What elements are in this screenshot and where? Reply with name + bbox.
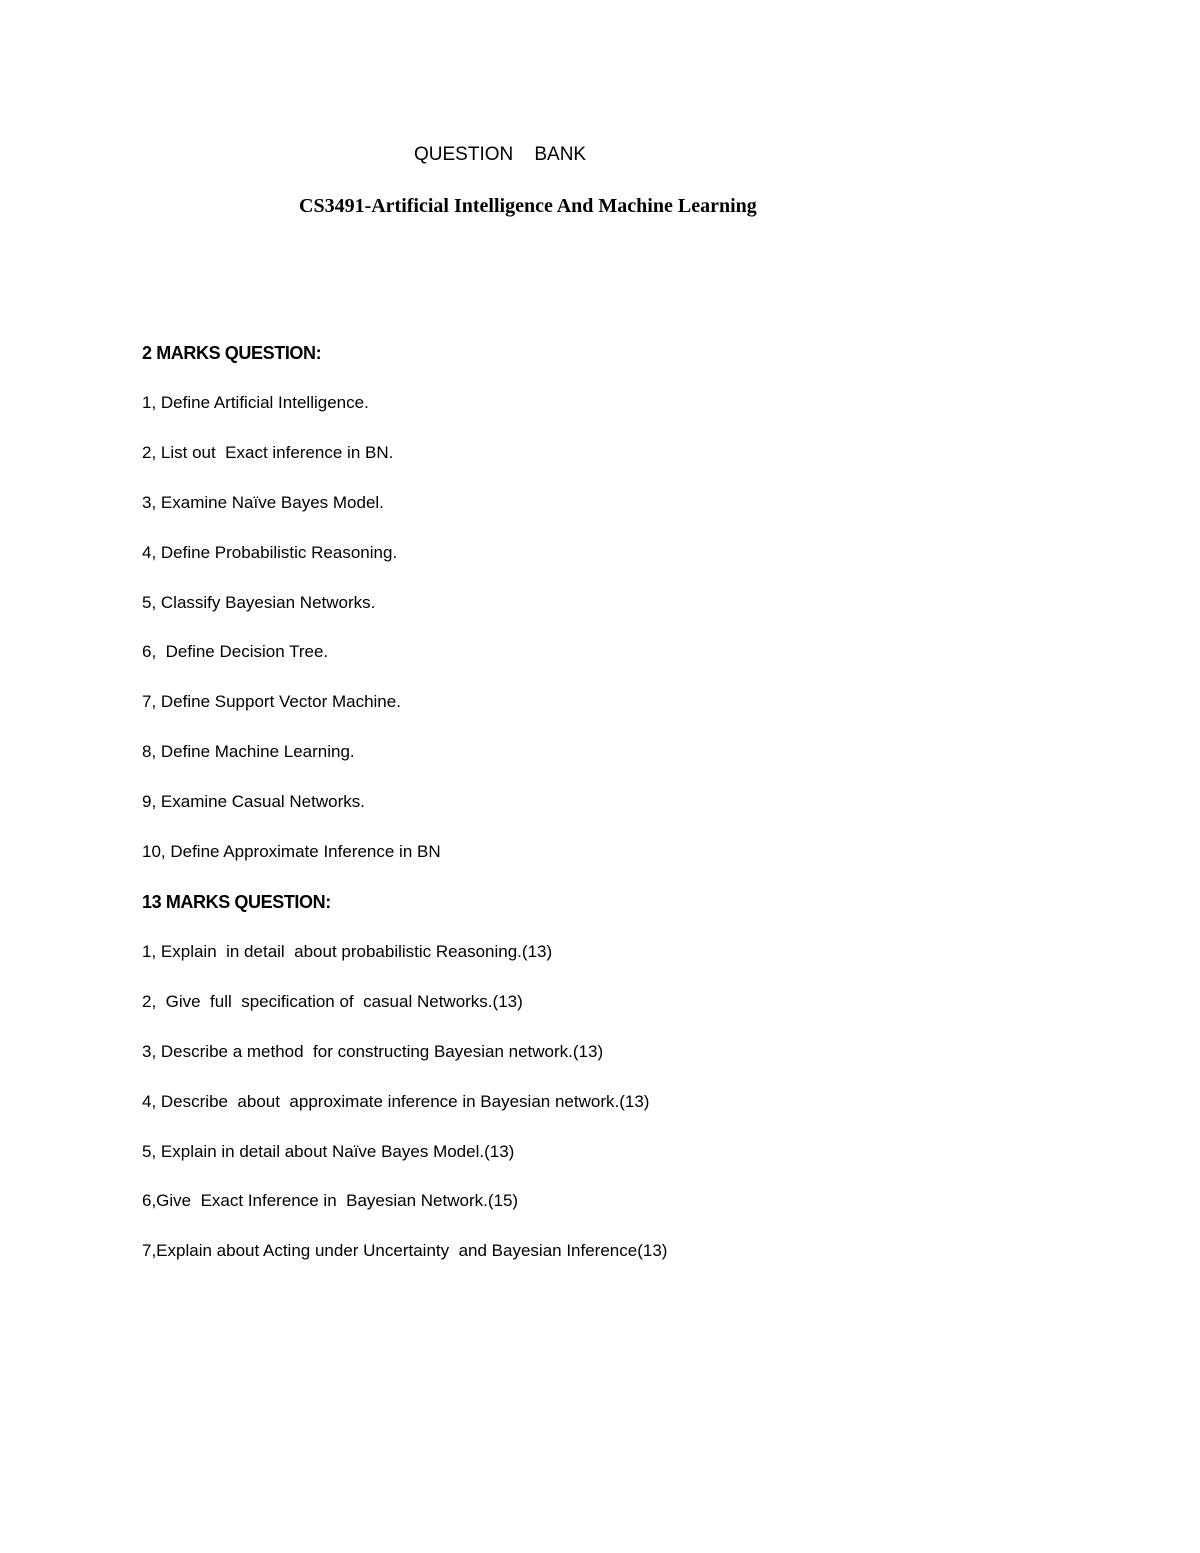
question-item: 7,Explain about Acting under Uncertainty and Bayesian Inference(13) xyxy=(142,1241,668,1261)
question-list-2-marks xyxy=(142,390,441,889)
question-item: 5, Classify Bayesian Networks. xyxy=(142,592,376,612)
question-item: 1, Explain in detail about probabilistic Reasoning.(13) xyxy=(142,942,553,961)
question-item: 9, Examine Casual Networks. xyxy=(142,792,365,812)
question-item: 10, Define Approximate Inference in BN xyxy=(142,842,441,862)
question-item: 4, Define Probabilistic Reasoning. xyxy=(142,542,398,562)
question-item: 6,Give Exact Inference in Bayesian Network.(15) xyxy=(142,1191,519,1211)
section-heading-13-marks: 13 MARKS QUESTION: xyxy=(142,892,331,912)
question-item: 7, Define Support Vector Machine. xyxy=(142,692,401,712)
question-item: 4, Describe about approximate inference in Bayesian network.(13) xyxy=(142,1091,650,1111)
question-item: 6, Define Decision Tree. xyxy=(142,642,329,662)
section-heading-2-marks: 2 MARKS QUESTION: xyxy=(142,343,322,363)
question-item: 2, Give full specification of casual Networks.(13) xyxy=(142,991,523,1011)
question-list-13-marks xyxy=(142,939,667,1288)
document-title-text: QUESTION BANK xyxy=(414,144,587,165)
question-item: 8, Define Machine Learning. xyxy=(142,742,355,762)
question-item: 1, Define Artificial Intelligence. xyxy=(142,393,369,412)
question-item: 3, Examine Naïve Bayes Model. xyxy=(142,492,384,512)
question-item: 3, Describe a method for constructing Bayesian network.(13) xyxy=(142,1041,604,1061)
course-title: CS3491-Artificial Intelligence And Machine Learning xyxy=(299,195,757,217)
question-item: 2, List out Exact inference in BN. xyxy=(142,442,394,462)
question-item: 5, Explain in detail about Naïve Bayes Model.(13) xyxy=(142,1141,515,1161)
